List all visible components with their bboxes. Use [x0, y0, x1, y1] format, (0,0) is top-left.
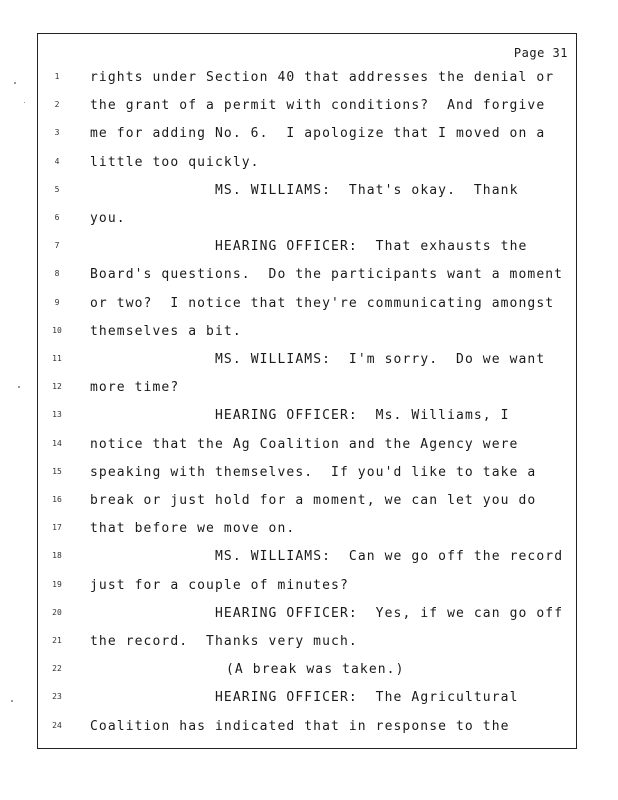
line-text: more time? [90, 380, 180, 396]
line-number: 14 [52, 438, 62, 448]
page-number: Page 31 [513, 46, 568, 60]
transcript-line [38, 578, 578, 606]
transcript-page [37, 33, 577, 749]
transcript-line [38, 324, 578, 352]
line-text: rights under Section 40 that addresses the denial or [90, 70, 555, 85]
line-number: 6 [54, 213, 60, 222]
line-text: little too quickly. [90, 154, 260, 170]
line-number: 16 [52, 495, 62, 504]
line-text: the record. Thanks very much. [90, 634, 358, 649]
line-number: 5 [54, 184, 60, 194]
line-text: MS. WILLIAMS: I'm sorry. Do we want [215, 352, 546, 367]
transcript-line [38, 155, 578, 183]
line-text: break or just hold for a moment, we can let you do [90, 493, 537, 508]
line-number: 13 [52, 410, 62, 420]
line-text: just for a couple of minutes? [90, 577, 349, 593]
transcript-line [38, 465, 578, 493]
line-text: you. [90, 211, 126, 226]
transcript-line [38, 719, 578, 747]
transcript-line [38, 296, 578, 324]
line-text: MS. WILLIAMS: That's okay. Thank [215, 182, 519, 198]
transcript-line [38, 70, 578, 98]
line-number: 23 [52, 692, 62, 702]
line-text: the grant of a permit with conditions? And forgive [90, 98, 546, 114]
line-text: themselves a bit. [90, 323, 242, 339]
line-text: notice that the Ag Coalition and the Agency were [90, 436, 519, 452]
transcript-line [38, 239, 578, 267]
line-text: Board's questions. Do the participants want a moment [90, 267, 564, 283]
transcript-line [38, 690, 578, 718]
transcript-line [38, 662, 578, 690]
line-number: 22 [52, 664, 62, 674]
transcript-line [38, 183, 578, 211]
line-text: me for adding No. 6. I apologize that I moved on a [90, 126, 546, 142]
transcript-line [38, 549, 578, 577]
line-text: Coalition has indicated that in response to the [90, 718, 510, 734]
line-text: HEARING OFFICER: Yes, if we can go off [215, 605, 564, 621]
line-number: 20 [52, 607, 62, 617]
line-number: 4 [54, 156, 60, 166]
transcript-line [38, 408, 578, 436]
transcript-line [38, 493, 578, 521]
line-number: 24 [52, 720, 62, 730]
line-text: HEARING OFFICER: The Agricultural [215, 690, 519, 706]
line-number: 21 [52, 636, 62, 645]
transcript-line [38, 211, 578, 239]
line-number: 11 [52, 354, 62, 363]
line-number: 17 [52, 523, 62, 533]
line-text: speaking with themselves. If you'd like to take a [90, 464, 537, 480]
transcript-line [38, 126, 578, 154]
line-text: MS. WILLIAMS: Can we go off the record [215, 549, 564, 565]
line-number: 18 [52, 551, 62, 561]
transcript-line [38, 437, 578, 465]
line-text: that before we move on. [90, 521, 296, 537]
line-text: (A break was taken.) [226, 662, 405, 678]
transcript-line [38, 634, 578, 662]
line-number: 3 [54, 128, 60, 138]
transcript-line [38, 267, 578, 295]
scan-speckle [11, 700, 13, 702]
scan-speckle [24, 102, 25, 103]
line-number: 8 [54, 269, 60, 279]
transcript-line [38, 380, 578, 408]
line-number: 7 [54, 241, 60, 251]
scan-speckle [14, 82, 16, 84]
line-text: HEARING OFFICER: That exhausts the [215, 239, 528, 255]
line-text: HEARING OFFICER: Ms. Williams, I [215, 408, 510, 424]
line-number: 12 [52, 382, 62, 392]
line-number: 1 [54, 72, 60, 81]
line-number: 15 [52, 466, 62, 476]
line-number: 9 [54, 297, 60, 307]
transcript-line [38, 521, 578, 549]
scan-speckle [18, 386, 20, 388]
line-number: 10 [52, 325, 62, 335]
transcript-line [38, 98, 578, 126]
line-number: 19 [52, 579, 62, 589]
transcript-line [38, 606, 578, 634]
line-number: 2 [54, 100, 60, 110]
transcript-line [38, 352, 578, 380]
line-text: or two? I notice that they're communicating amongst [90, 295, 555, 311]
